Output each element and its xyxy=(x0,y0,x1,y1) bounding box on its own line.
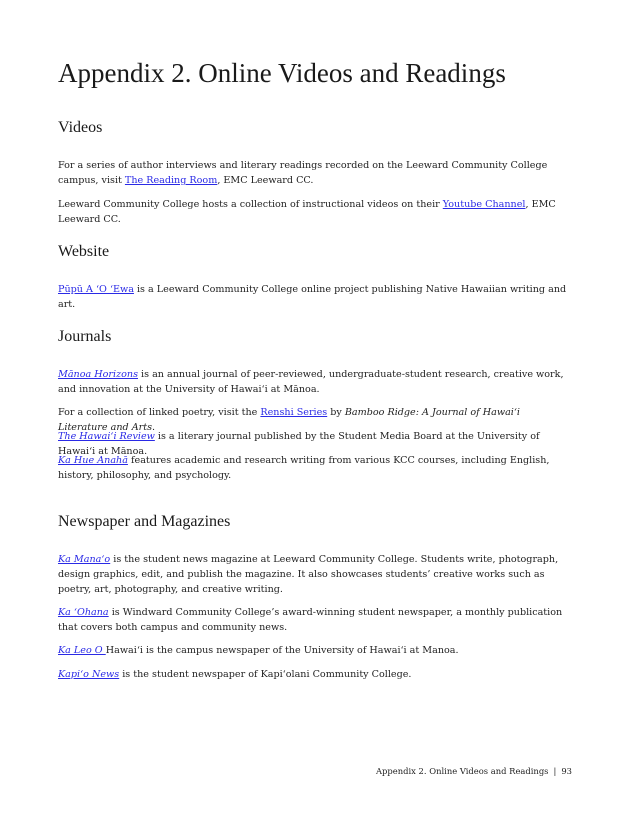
heading-website: Website xyxy=(58,243,110,260)
page-footer xyxy=(376,766,572,776)
text: is the student news magazine at Leeward Community College. Students write, photograph, design graphics, edit, and publish the magazine. It also showcases students’ creative works such as poetry, art, photography, and creative writing. xyxy=(58,554,559,595)
heading-newspapers: Newspaper and Magazines xyxy=(58,513,231,530)
kapio-news-link[interactable]: Kapi‘o News xyxy=(58,669,120,680)
newspapers-paragraph-4 xyxy=(58,667,572,682)
newspapers-paragraph-2 xyxy=(58,605,572,635)
website-paragraph-1 xyxy=(58,282,572,312)
text: For a collection of linked poetry, visit the xyxy=(58,407,261,418)
journals-paragraph-4 xyxy=(58,453,572,483)
page-number: 93 xyxy=(561,766,572,776)
text: is an annual journal of peer-reviewed, undergraduate-student research, creative work, and innovation at the University of Hawai‘i at Mānoa. xyxy=(58,369,564,395)
text: , EMC Leeward CC. xyxy=(217,175,314,186)
pupu-a-o-ewa-link[interactable]: Pūpū A ‘O ‘Ewa xyxy=(58,284,134,295)
newspapers-paragraph-1 xyxy=(58,552,572,597)
footer-title: Appendix 2. Online Videos and Readings xyxy=(376,766,549,776)
text: For a series of author interviews and literary readings recorded on the Leeward Community College campus, visit xyxy=(58,160,548,186)
renshi-series-link[interactable]: Renshi Series xyxy=(260,407,328,418)
manoa-horizons-link[interactable]: Mānoa Horizons xyxy=(58,369,138,380)
ka-hue-anaha-link[interactable]: Ka Hue Anahā xyxy=(58,455,128,466)
videos-paragraph-1 xyxy=(58,158,572,188)
hawaii-review-link[interactable]: The Hawai‘i Review xyxy=(58,431,155,442)
text: Leeward Community College hosts a collection of instructional videos on their xyxy=(58,199,443,210)
videos-paragraph-2 xyxy=(58,197,572,227)
bamboo-ridge-title: Bamboo Ridge: A Journal of Hawai‘i Literature and Arts xyxy=(58,407,520,433)
text: , EMC Leeward CC. xyxy=(58,199,556,225)
text: features academic and research writing from various KCC courses, including English, history, philosophy, and psychology. xyxy=(58,455,550,481)
journals-paragraph-1 xyxy=(58,367,572,397)
text: by xyxy=(327,407,345,418)
heading-journals: Journals xyxy=(58,328,112,345)
ka-manao-link[interactable]: Ka Mana‘o xyxy=(58,554,111,565)
youtube-channel-link[interactable]: Youtube Channel xyxy=(442,199,526,210)
text: is Windward Community College’s award-winning student newspaper, a monthly publication that covers both campus and community news. xyxy=(58,607,563,633)
footer-separator: | xyxy=(553,766,557,776)
text: is a Leeward Community College online project publishing Native Hawaiian writing and art. xyxy=(58,284,567,310)
page-title: Appendix 2. Online Videos and Readings xyxy=(58,58,506,88)
heading-videos: Videos xyxy=(58,119,103,136)
text: is a literary journal published by the Student Media Board at the University of Hawai‘i at Mānoa. xyxy=(58,431,540,457)
ka-leo-o-link[interactable]: Ka Leo O xyxy=(58,645,106,656)
text: . xyxy=(152,422,156,433)
the-reading-room-link[interactable]: The Reading Room xyxy=(124,175,218,186)
newspapers-paragraph-3 xyxy=(58,643,572,658)
ka-ohana-link[interactable]: Ka ‘Ohana xyxy=(58,607,109,618)
text: Hawai‘i is the campus newspaper of the University of Hawai‘i at Manoa. xyxy=(105,645,459,656)
text: is the student newspaper of Kapi‘olani Community College. xyxy=(119,669,412,680)
